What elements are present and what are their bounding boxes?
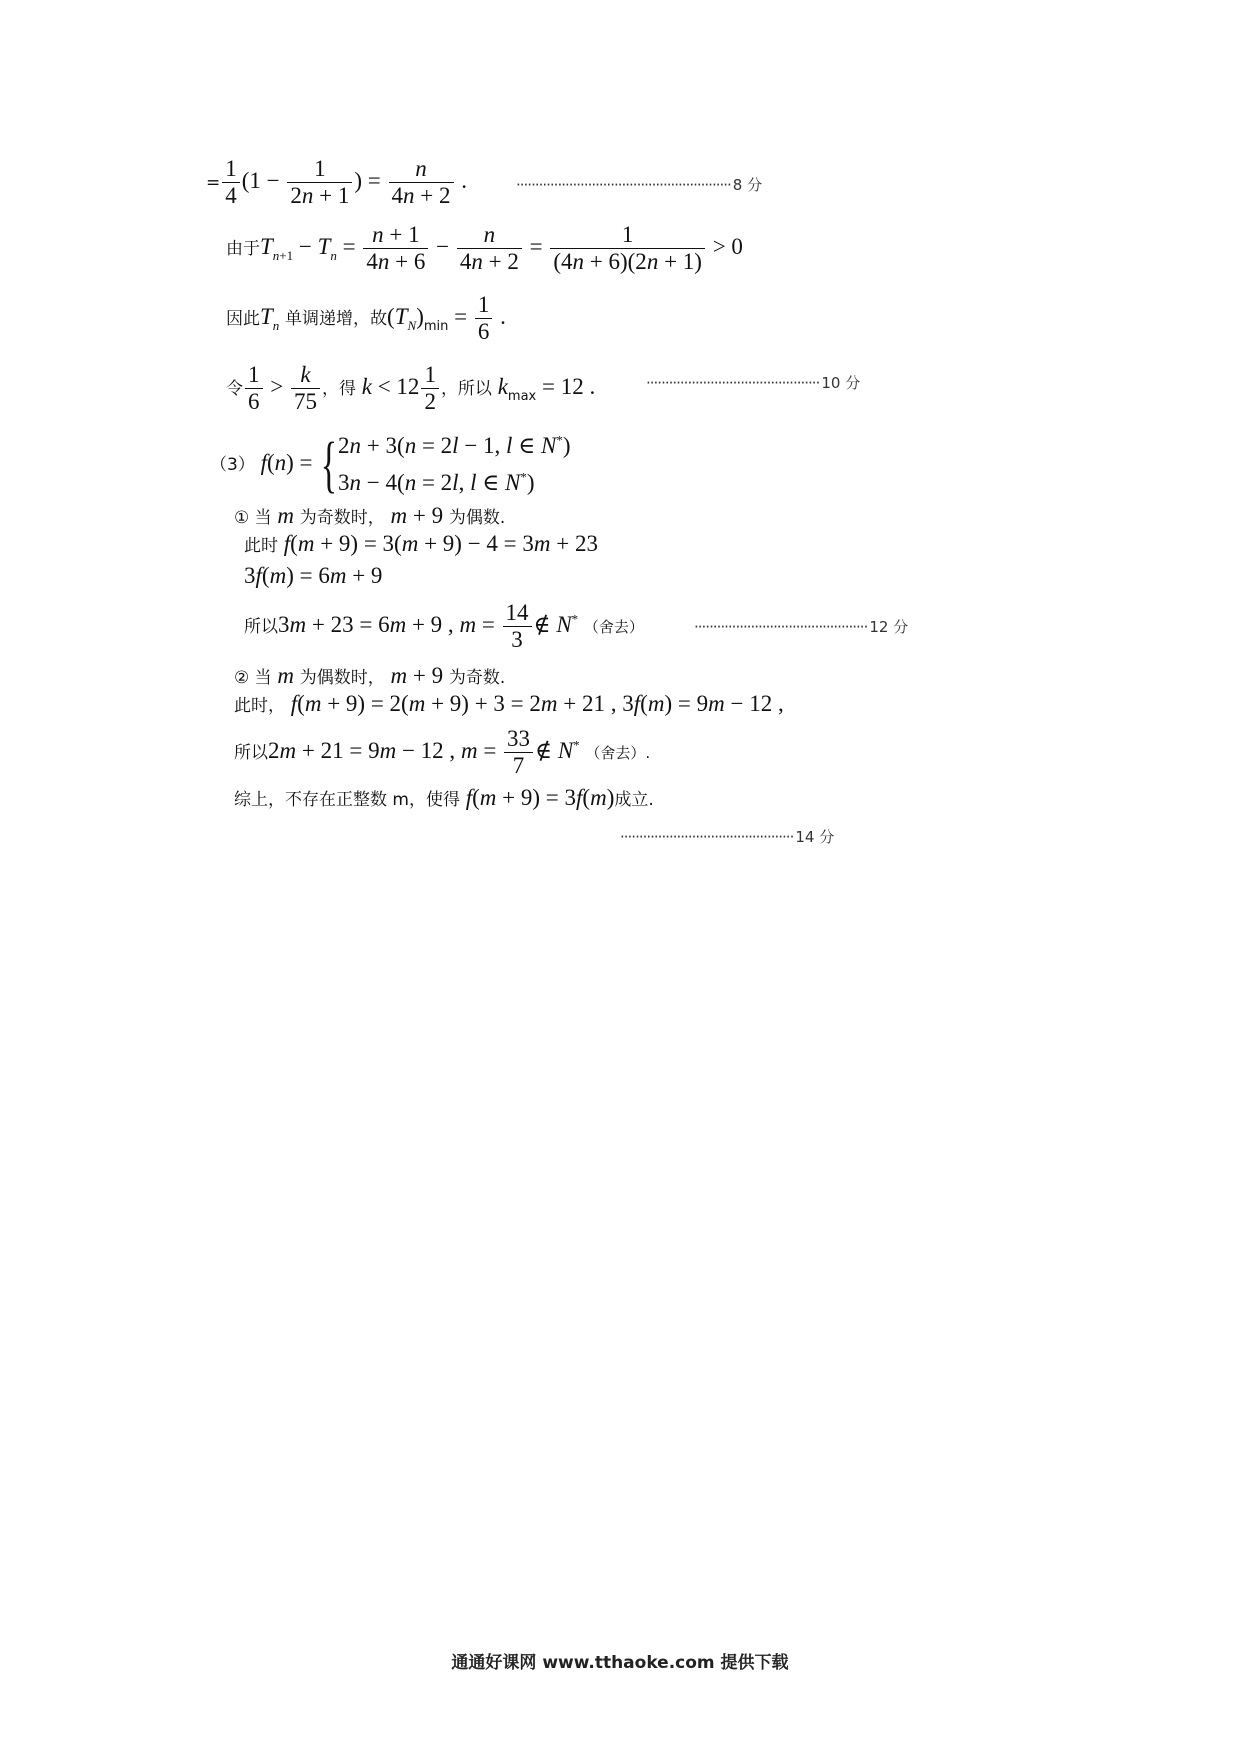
formula-line-3: 因此$T_n$ 单调递增，故$(T_N)_{min}$ = $\frac{1}{6}$ . [226,292,506,345]
formula-line-1: = $\frac{1}{4}$ (1 − $\frac{1}{2n + 1}$ ) = $\frac{n}{4n + 2}$ . [206,156,467,209]
score-marker-8: ························································· 8 分 [516,176,763,194]
formula-line-4: 令 $\frac{1}{6}$ > $\frac{k}{75}$ ，得 k < 12 $\frac{1}{2}$ ，所以 $k_{max} = 12$ . [226,362,596,415]
formula-line-13: 综上，不存在正整数 m，使得 f(m + 9) = 3f(m)成立. [234,785,654,810]
formula-line-2: 由于$T_{n+1} - T_n$ = $\frac{n + 1}{4n + 6}$ − $\frac{n}{4n + 2}$ = $\frac{1}{(4n + 6)(2n + 1)}$ > 0 [226,222,743,275]
formula-line-6: ① 当 m 为奇数时， m + 9 为偶数. [234,503,506,528]
formula-line-10: ② 当 m 为偶数时， m + 9 为奇数. [234,663,506,688]
score-marker-14: ·············································· 14 分 [620,828,835,846]
formula-line-5: （3） f(n) = { 2n + 3(n = 2l − 1, l ∈ N*) 3n − 4(n = 2l, l ∈ N*) [210,430,571,499]
formula-line-7: 此时 f(m + 9) = 3(m + 9) − 4 = 3m + 23 [244,531,599,556]
formula-line-12: 所以2m + 21 = 9m − 12 , m = $\frac{33}{7}$ ∉ N* （舍去）. [234,726,651,779]
score-marker-12: ·············································· 12 分 [694,618,909,636]
formula-line-9: 所以3m + 23 = 6m + 9 , m = $\frac{14}{3}$ ∉ N* （舍去） [244,600,644,653]
equals-lead: = [206,173,221,194]
score-marker-10: ·············································· 10 分 [646,374,861,392]
footer-text: 通通好课网 www.tthaoke.com 提供下载 [451,1653,789,1673]
formula-line-11: 此时， f(m + 9) = 2(m + 9) + 3 = 2m + 21 , 3f(m) = 9m − 12 , [234,691,784,716]
formula-line-8: 3f(m) = 6m + 9 [244,563,383,588]
